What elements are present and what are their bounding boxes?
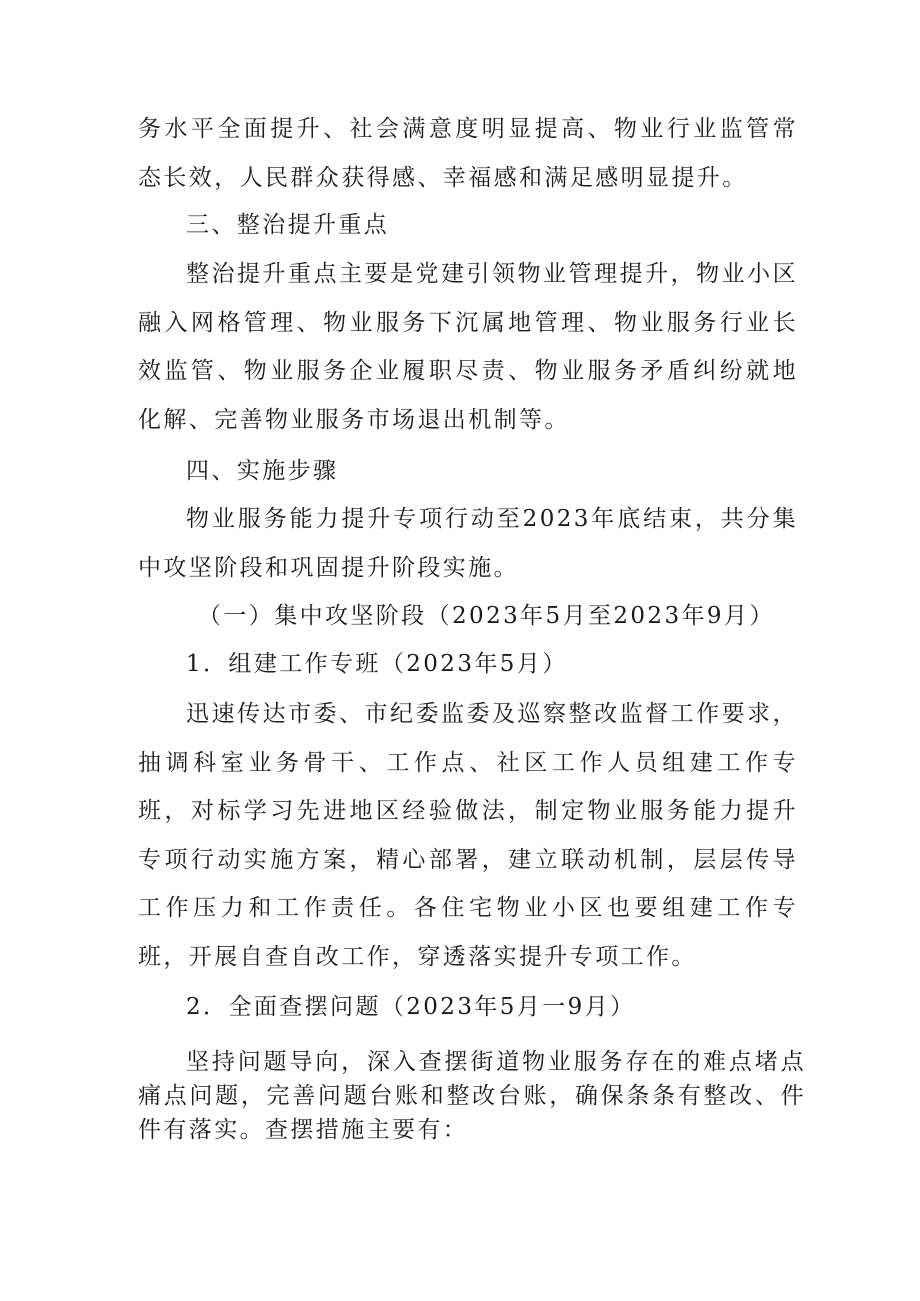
paragraph-implementation-steps: 物业服务能力提升专项行动至2023年底结束，共分集中攻坚阶段和巩固提升阶段实施。 <box>138 506 798 581</box>
paragraph-rectification-focus: 整治提升重点主要是党建引领物业管理提升，物业小区融入网格管理、物业服务下沉属地管理、物业服务行业长效监管、物业服务企业履职尽责、物业服务矛盾纠纷就地化解、完善物业服务市场退出机制等。 <box>138 261 798 433</box>
item-heading-1: 1．组建工作专班（2023年5月） <box>186 651 568 677</box>
paragraph-goals-continued: 务水平全面提升、社会满意度明显提高、物业行业监管常态长效，人民群众获得感、幸福感和满足感明显提升。 <box>138 116 798 191</box>
subsection-heading-1: （一）集中攻坚阶段（2023年5月至2023年9月） <box>198 603 775 629</box>
item-heading-2: 2．全面查摆问题（2023年5月一9月） <box>186 994 636 1020</box>
section-heading-4: 四、实施步骤 <box>186 458 339 484</box>
section-heading-3: 三、整治提升重点 <box>186 212 390 238</box>
paragraph-work-team: 迅速传达市委、市纪委监委及巡察整改监督工作要求，抽调科室业务骨干、工作点、社区工作人员组建工作专班，对标学习先进地区经验做法，制定物业服务能力提升专项行动实施方案，精心部署，建立联动机制，层层传导工作压力和工作责任。各住宅物业小区也要组建工作专班，开展自查自改工作，穿透落实提升专项工作。 <box>138 701 798 970</box>
paragraph-problem-finding: 坚持问题导向，深入查摆街道物业服务存在的难点堵点痛点问题，完善问题台账和整改台账，确保条条有整改、件件有落实。查摆措施主要有： <box>138 1049 806 1143</box>
